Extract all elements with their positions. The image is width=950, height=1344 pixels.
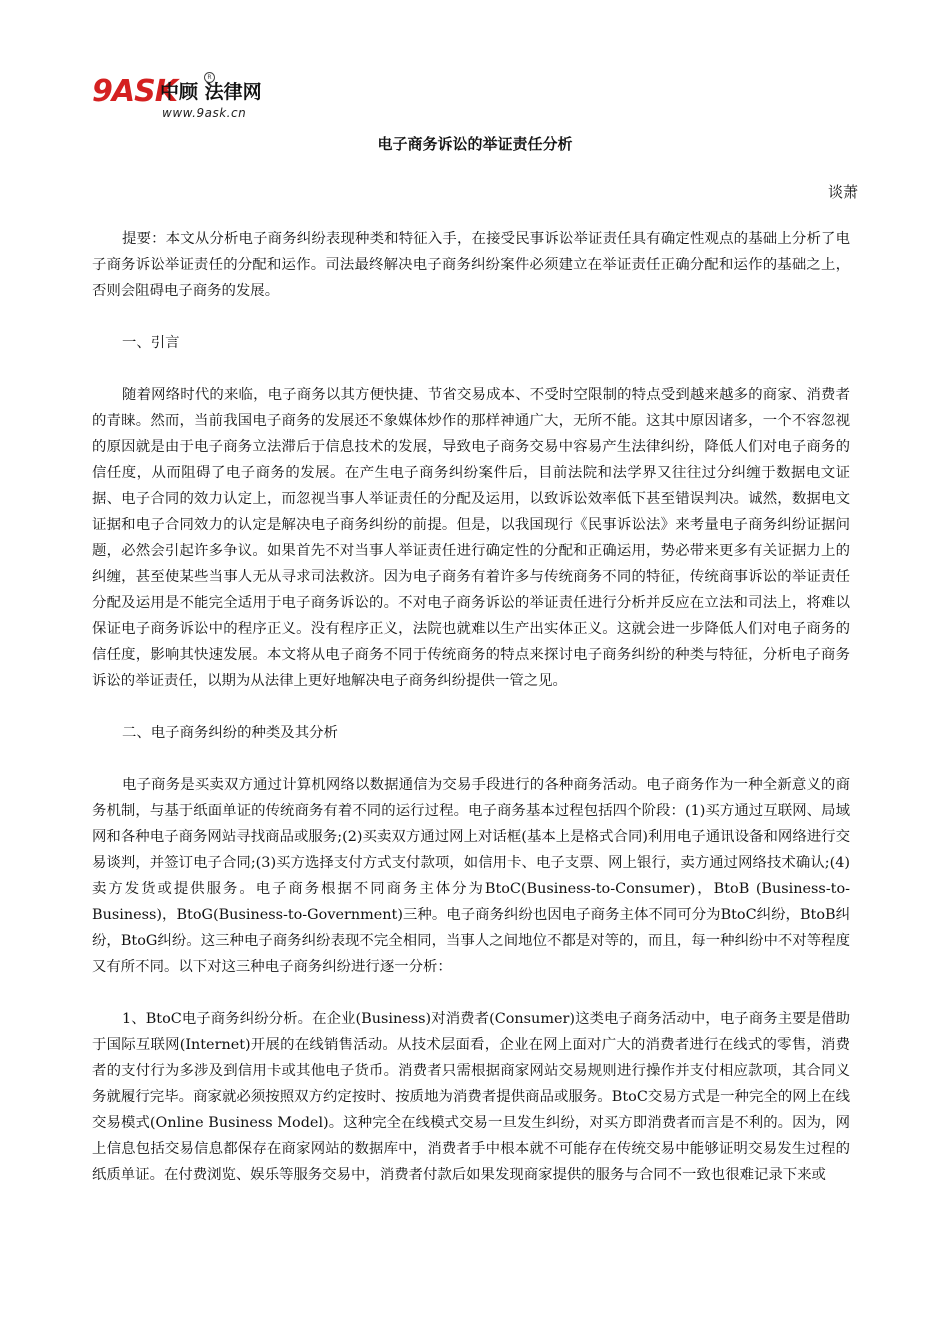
- dispute-types-paragraph: 电子商务是买卖双方通过计算机网络以数据通信为交易手段进行的各种商务活动。电子商务作为一种全新意义的商务机制，与基于纸面单证的传统商务有着不同的运行过程。电子商务基本过程包括四个阶段：(1)买方通过互联网、局域网和各种电子商务网站寻找商品或服务;(2)买卖双方通过网上对话框(基本上是格式合同)利用电子通讯设备和网络进行交易谈判，并签订电子合同;(3)买方选择支付方式支付款项，如信用卡、电子支票、网上银行，卖方通过网络技术确认;(4)卖方发货或提供服务。电子商务根据不同商务主体分为BtoC(Business-to-Consumer)，BtoB (Business-to-Business)，BtoG(Business-to-Government)三种。电子商务纠纷也因电子商务主体不同可分为BtoC纠纷，BtoB纠纷，BtoG纠纷。这三种电子商务纠纷表现不完全相同，当事人之间地位不都是对等的，而且，每一种纠纷中不对等程度又有所不同。以下对这三种电子商务纠纷进行逐一分析：: [92, 777, 850, 975]
- logo-mark: 9ASK: [92, 74, 177, 109]
- section-heading-dispute-types: 二、电子商务纠纷的种类及其分析: [122, 725, 338, 741]
- section-heading-introduction: 一、引言: [122, 335, 180, 351]
- document-body: [92, 226, 850, 1214]
- btoc-analysis-paragraph: 1、BtoC电子商务纠纷分析。在企业(Business)对消费者(Consumer)这类电子商务活动中，电子商务主要是借助于国际互联网(Internet)开展的在线销售活动。从技术层面看，企业在网上面对广大的消费者进行在线式的零售，消费者的支付行为多涉及到信用卡或其他电子货币。消费者只需根据商家网站交易规则进行操作并支付相应款项，其合同义务就履行完毕。商家就必须按照双方约定按时、按质地为消费者提供商品或服务。BtoC交易方式是一种完全的网上在线交易模式(Online Business Model)。这种完全在线模式交易一旦发生纠纷，对买方即消费者而言是不利的。因为，网上信息包括交易信息都保存在商家网站的数据库中，消费者手中根本就不可能存在传统交易中能够证明交易发生过程的纸质单证。在付费浏览、娱乐等服务交易中，消费者付款后如果发现商家提供的服务与合同不一致也很难记录下来或: [92, 1011, 850, 1183]
- document-title: 电子商务诉讼的举证责任分析: [377, 135, 573, 153]
- registered-mark-icon: R: [204, 72, 215, 83]
- logo-url: www.9ask.cn: [162, 106, 247, 120]
- introduction-paragraph: 随着网络时代的来临，电子商务以其方便快捷、节省交易成本、不受时空限制的特点受到越来越多的商家、消费者的青睐。然而，当前我国电子商务的发展还不象媒体炒作的那样神通广大，无所不能。这其中原因诸多，一个不容忽视的原因就是由于电子商务立法滞后于信息技术的发展，导致电子商务交易中容易产生法律纠纷，降低人们对电子商务的信任度，从而阻碍了电子商务的发展。在产生电子商务纠纷案件后，目前法院和法学界又往往过分纠缠于数据电文证据、电子合同的效力认定上，而忽视当事人举证责任的分配及运用，以致诉讼效率低下甚至错误判决。诚然，数据电文证据和电子合同效力的认定是解决电子商务纠纷的前提。但是，以我国现行《民事诉讼法》来考量电子商务纠纷证据问题，必然会引起许多争议。如果首先不对当事人举证责任进行确定性的分配和正确运用，势必带来更多有关证据力上的纠缠，甚至使某些当事人无从寻求司法救济。因为电子商务有着许多与传统商务不同的特征，传统商事诉讼的举证责任分配及运用是不能完全适用于电子商务诉讼的。不对电子商务诉讼的举证责任进行分析并反应在立法和司法上，将难以保证电子商务诉讼中的程序正义。没有程序正义，法院也就难以生产出实体正义。这就会进一步降低人们对电子商务的信任度，影响其快速发展。本文将从电子商务不同于传统商务的特点来探讨电子商务纠纷的种类与特征，分析电子商务诉讼的举证责任，以期为从法律上更好地解决电子商务纠纷提供一管之见。: [92, 387, 850, 689]
- logo-name: 中顾 法律网: [160, 81, 262, 103]
- site-logo: [92, 72, 282, 124]
- document-author: 谈萧: [827, 183, 858, 201]
- abstract-paragraph: 提要：本文从分析电子商务纠纷表现种类和特征入手，在接受民事诉讼举证责任具有确定性观点的基础上分析了电子商务诉讼举证责任的分配和运作。司法最终解决电子商务纠纷案件必须建立在举证责任正确分配和运作的基础之上，否则会阻碍电子商务的发展。: [92, 231, 850, 299]
